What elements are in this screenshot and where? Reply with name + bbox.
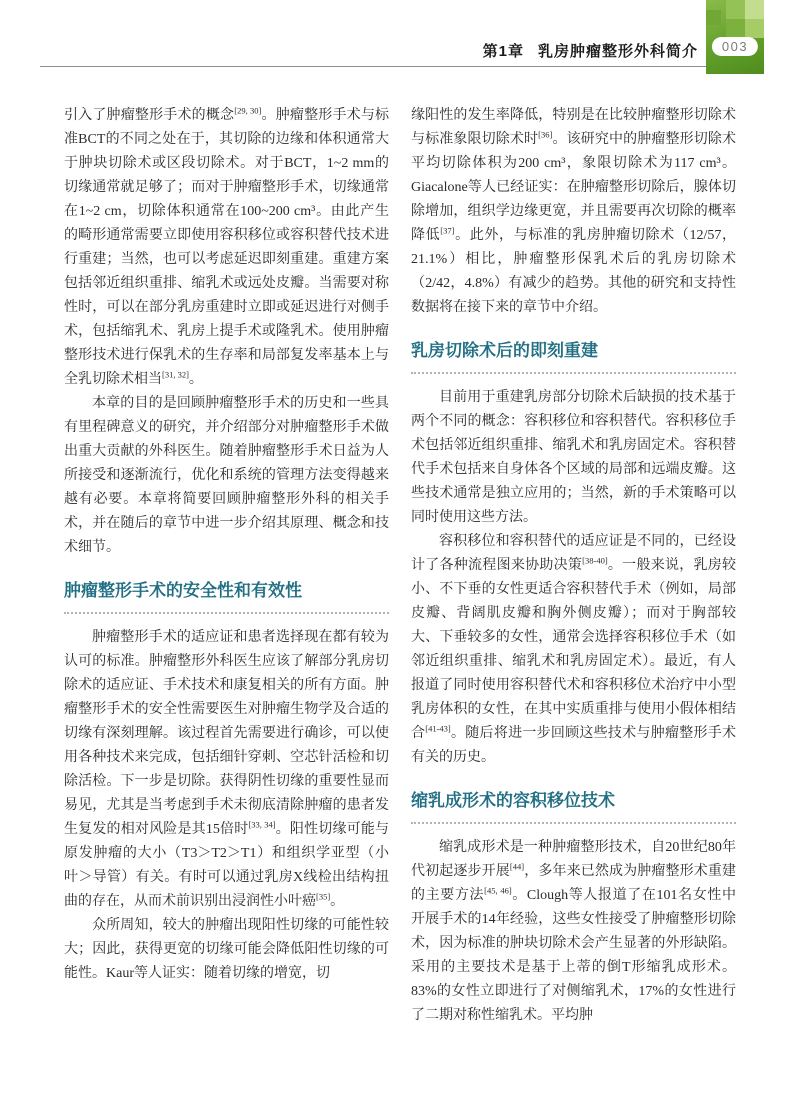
- corner-mosaic-square: [726, 19, 745, 38]
- para-technique-selection: 容积移位和容积替代的适应证是不同的，已经设计了各种流程图来协助决策[38-40]。一般来说，乳房较小、不下垂的女性更适合容积替代手术（例如，局部皮瓣、背阔肌皮瓣和胸外侧皮瓣）；而对于胸部较大、下垂较多的女性，通常会选择容积移位手术（如邻近组织重排、缩乳术和乳房固定术）。最近，有人报道了同时使用容积替代术和容积移位术治疗中小型乳房体积的女性，在其中实质重排与使用小假体相结合[41-43]。随后将进一步回顾这些技术与肿瘤整形手术有关的历史。: [411, 534, 737, 765]
- para-margin-rates: 缘阳性的发生率降低，特别是在比较肿瘤整形切除术与标准象限切除术时[36]。该研究中的肿瘤整形切除术平均切除体积为200 cm³，象限切除术为117 cm³。Giacalone等人已经证实：在肿瘤整形切除后，腺体切除增加，组织学边缘更宽，并且需要再次切除的概率降低[37]。此外，与标准的乳房肿瘤切除术（12/57，21.1%）相比，肿瘤整形保乳术后的乳房切除术（2/42，4.8%）有减少的趋势。其他的研究和支持性数据将在接下来的章节中介绍。: [411, 108, 737, 315]
- page-number: 003: [721, 39, 749, 54]
- chapter-title: 乳房肿瘤整形外科简介: [537, 43, 698, 60]
- section-heading-reconstruction-title: 乳房切除术后的即刻重建: [411, 341, 598, 360]
- page-number-badge: [712, 37, 758, 56]
- para-indications: 肿瘤整形手术的适应证和患者选择现在都有较为认可的标准。肿瘤整形外科医生应该了解部分乳房切除术的适应证、手术技术和康复相关的所有方面。肿瘤整形手术的安全性需要医生对肿瘤生物学及合适的切缘有深刻理解。该过程首先需要进行确诊，可以使用各种技术来完成，包括细针穿刺、空芯针活检和切除活检。下一步是切除。获得阴性切缘的重要性显而易见，尤其是当考虑到手术未彻底清除肿瘤的患者发生复发的相对风险是其15倍时[33, 34]。阳性切缘可能与原发肿瘤的大小（T3＞T2＞T1）和组织学亚型（小叶＞导管）有关。有时可以通过乳房X线检出结构扭曲的存在，从而术前识别出浸润性小叶癌[35]。: [64, 630, 390, 909]
- section-heading-reconstruction: [411, 338, 736, 374]
- corner-mosaic-square: [745, 0, 764, 19]
- para-oncoplastic-concept: 引入了肿瘤整形手术的概念[29, 30]。肿瘤整形手术与标准BCT的不同之处在于，其切除的边缘和体积通常大于肿块切除术或区段切除术。对于BCT，1~2 mm的切缘通常就足够了；而对于肿瘤整形手术，切缘通常在1~2 cm，切除体积通常在100~200 cm³。由此产生的畸形通常需要立即使用容积移位或容积替代技术进行重建；当然，也可以考虑延迟即刻重建。重建方案包括邻近组织重排、缩乳术或远处皮瓣。当需要对称性时，可以在部分乳房重建时立即或延迟进行对侧手术，包括缩乳术、乳房上提手术或隆乳术。使用肿瘤整形技术进行保乳术的生存率和局部复发率基本上与全乳切除术相当[31, 32]。: [64, 105, 390, 387]
- heading-dotted-rule: [411, 371, 736, 374]
- corner-mosaic-square: [706, 10, 721, 25]
- header-rule: [40, 66, 706, 67]
- para-chapter-purpose: 本章的目的是回顾肿瘤整形手术的历史和一些具有里程碑意义的研究，并介绍部分对肿瘤整形手术做出重大贡献的外科医生。随着肿瘤整形手术日益为人所接受和逐渐流行，优化和系统的管理方法变得越来越有必要。本章将简要回顾肿瘤整形外科的相关手术，并在随后的章节中进一步介绍其原理、概念和技术细节。: [64, 396, 389, 555]
- para-margins: 众所周知，较大的肿瘤出现阳性切缘的可能性较大；因此，获得更宽的切缘可能会降低阳性切缘的可能性。Kaur等人证实：随着切缘的增宽，切: [64, 918, 389, 981]
- section-heading-reduction-title: 缩乳成形术的容积移位技术: [411, 791, 615, 810]
- running-header: [483, 40, 698, 61]
- heading-dotted-rule: [411, 821, 736, 824]
- corner-mosaic-square: [726, 0, 745, 19]
- heading-dotted-rule: [64, 611, 389, 614]
- para-reconstruction-concepts: 目前用于重建乳房部分切除术后缺损的技术基于两个不同的概念：容积移位和容积替代。容积移位手术包括邻近组织重排、缩乳术和乳房固定术。容积替代手术包括来自身体各个区域的局部和远端皮瓣。这些技术通常是独立应用的；当然，新的手术策略可以同时使用这些方法。: [411, 390, 736, 525]
- right-column: [411, 104, 736, 1028]
- left-column: [64, 104, 389, 1028]
- page-content: [64, 104, 736, 1028]
- section-heading-safety-title: 肿瘤整形手术的安全性和有效性: [64, 581, 302, 600]
- corner-mosaic-square: [745, 19, 764, 38]
- corner-decoration: [706, 0, 764, 74]
- section-heading-safety: [64, 578, 389, 614]
- para-reduction-mammoplasty: 缩乳成形术是一种肿瘤整形技术，自20世纪80年代初起逐步开展[44]，多年来已然成为肿瘤整形术重建的主要方法[45, 46]。Clough等人报道了在101名女性中开展手术的14年经验，这些女性接受了肿瘤整形切除术，因为标准的肿块切除术会产生显著的外形缺陷。采用的主要技术是基于上蒂的倒T形缩乳成形术。83%的女性立即进行了对侧缩乳术，17%的女性进行了二期对称性缩乳术。平均肿: [411, 840, 737, 1023]
- chapter-label: 第1章: [482, 43, 524, 60]
- section-heading-reduction: [411, 788, 736, 824]
